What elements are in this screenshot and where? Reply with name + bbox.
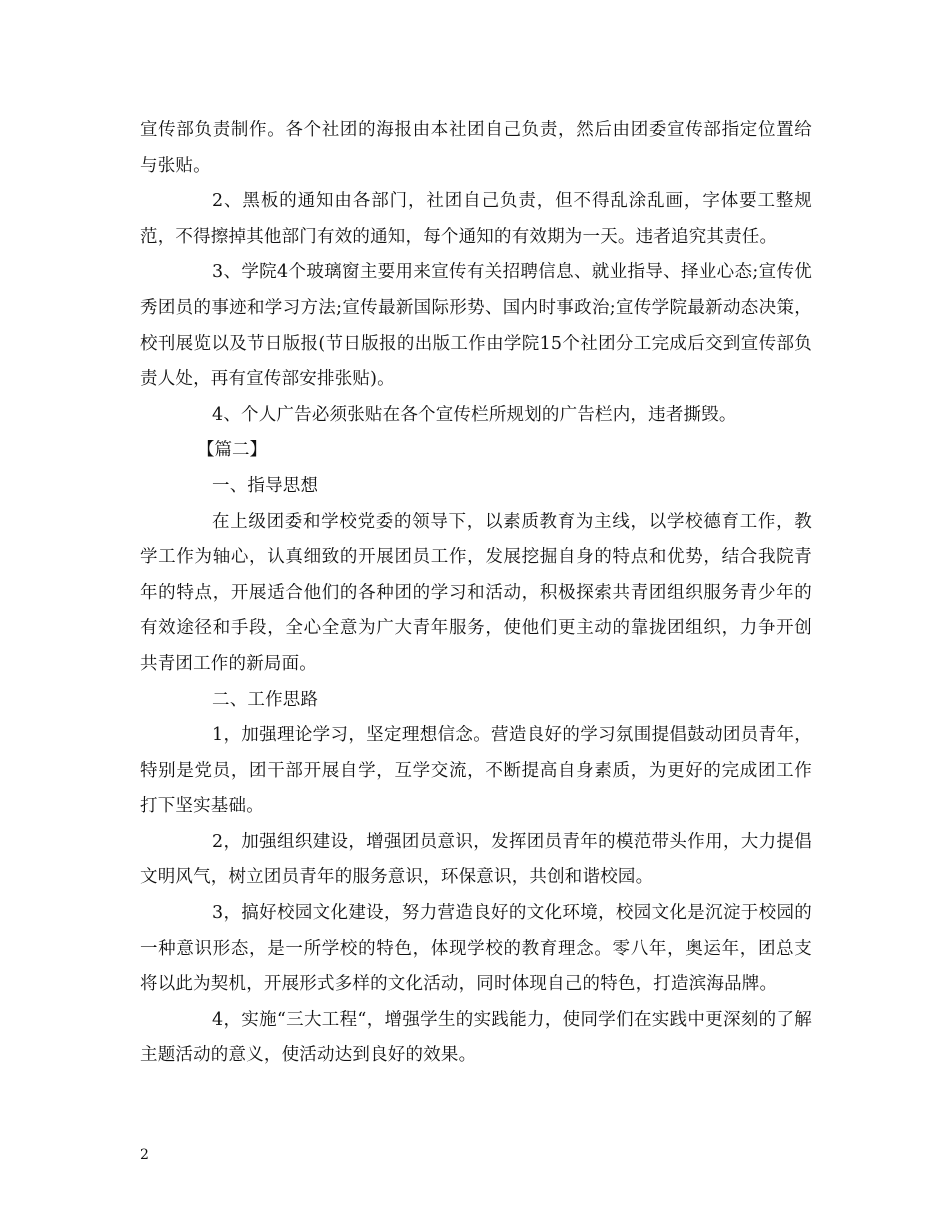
paragraph-approach-4: 4，实施“三大工程“，增强学生的实践能力，使同学们在实践中更深刻的了解主题活动的意义，使活动达到良好的效果。 — [140, 1009, 812, 1066]
section-heading: 【篇二】 — [197, 440, 267, 461]
paragraph-approach-2: 2，加强组织建设，增强团员意识，发挥团员青年的模范带头作用，大力提倡文明风气，树立团员青年的服务意识，环保意识，共创和谐校园。 — [140, 831, 812, 888]
body-text — [140, 113, 812, 1074]
subheading-work-approach: 二、工作思路 — [212, 689, 319, 710]
paragraph-approach-3: 3，搞好校园文化建设，努力营造良好的文化环境，校园文化是沉淀于校园的一种意识形态，是一所学校的特色，体现学校的教育理念。零八年，奥运年，团总支将以此为契机，开展形式多样的文化活动，同时体现自己的特色，打造滨海品牌。 — [140, 903, 812, 995]
paragraph-guiding-thought: 在上级团委和学校党委的领导下，以素质教育为主线，以学校德育工作，教学工作为轴心，认真细致的开展团员工作，发展挖掘自身的特点和优势，结合我院青年的特点，开展适合他们的各种团的学习和活动，积极探索共青团组织服务青少年的有效途径和手段，全心全意为广大青年服务，使他们更主动的靠拢团组织，力争开创共青团工作的新局面。 — [140, 511, 812, 674]
paragraph-approach-1: 1，加强理论学习，坚定理想信念。营造良好的学习氛围提倡鼓动团员青年，特别是党员，团干部开展自学，互学交流，不断提高自身素质，为更好的完成团工作打下坚实基础。 — [140, 725, 812, 817]
subheading-guiding-thought: 一、指导思想 — [212, 475, 319, 496]
paragraph-item-3: 3、学院4个玻璃窗主要用来宣传有关招聘信息、就业指导、择业心态;宣传优秀团员的事迹和学习方法;宣传最新国际形势、国内时事政治;宣传学院最新动态决策，校刊展览以及节日版报(节日版报的出版工作由学院15个社团分工完成后交到宣传部负责人处，再有宣传部安排张贴)。 — [140, 262, 812, 390]
paragraph-item-2: 2、黑板的通知由各部门，社团自己负责，但不得乱涂乱画，字体要工整规范，不得擦掉其他部门有效的通知，每个通知的有效期为一天。违者追究其责任。 — [140, 191, 812, 247]
paragraph-item-4: 4、个人广告必须张贴在各个宣传栏所规划的广告栏内，违者撕毁。 — [212, 404, 737, 425]
page-number: 2 — [140, 1147, 149, 1163]
paragraph-continuation: 宣传部负责制作。各个社团的海报由本社团自己负责，然后由团委宣传部指定位置给与张贴。 — [140, 120, 812, 176]
